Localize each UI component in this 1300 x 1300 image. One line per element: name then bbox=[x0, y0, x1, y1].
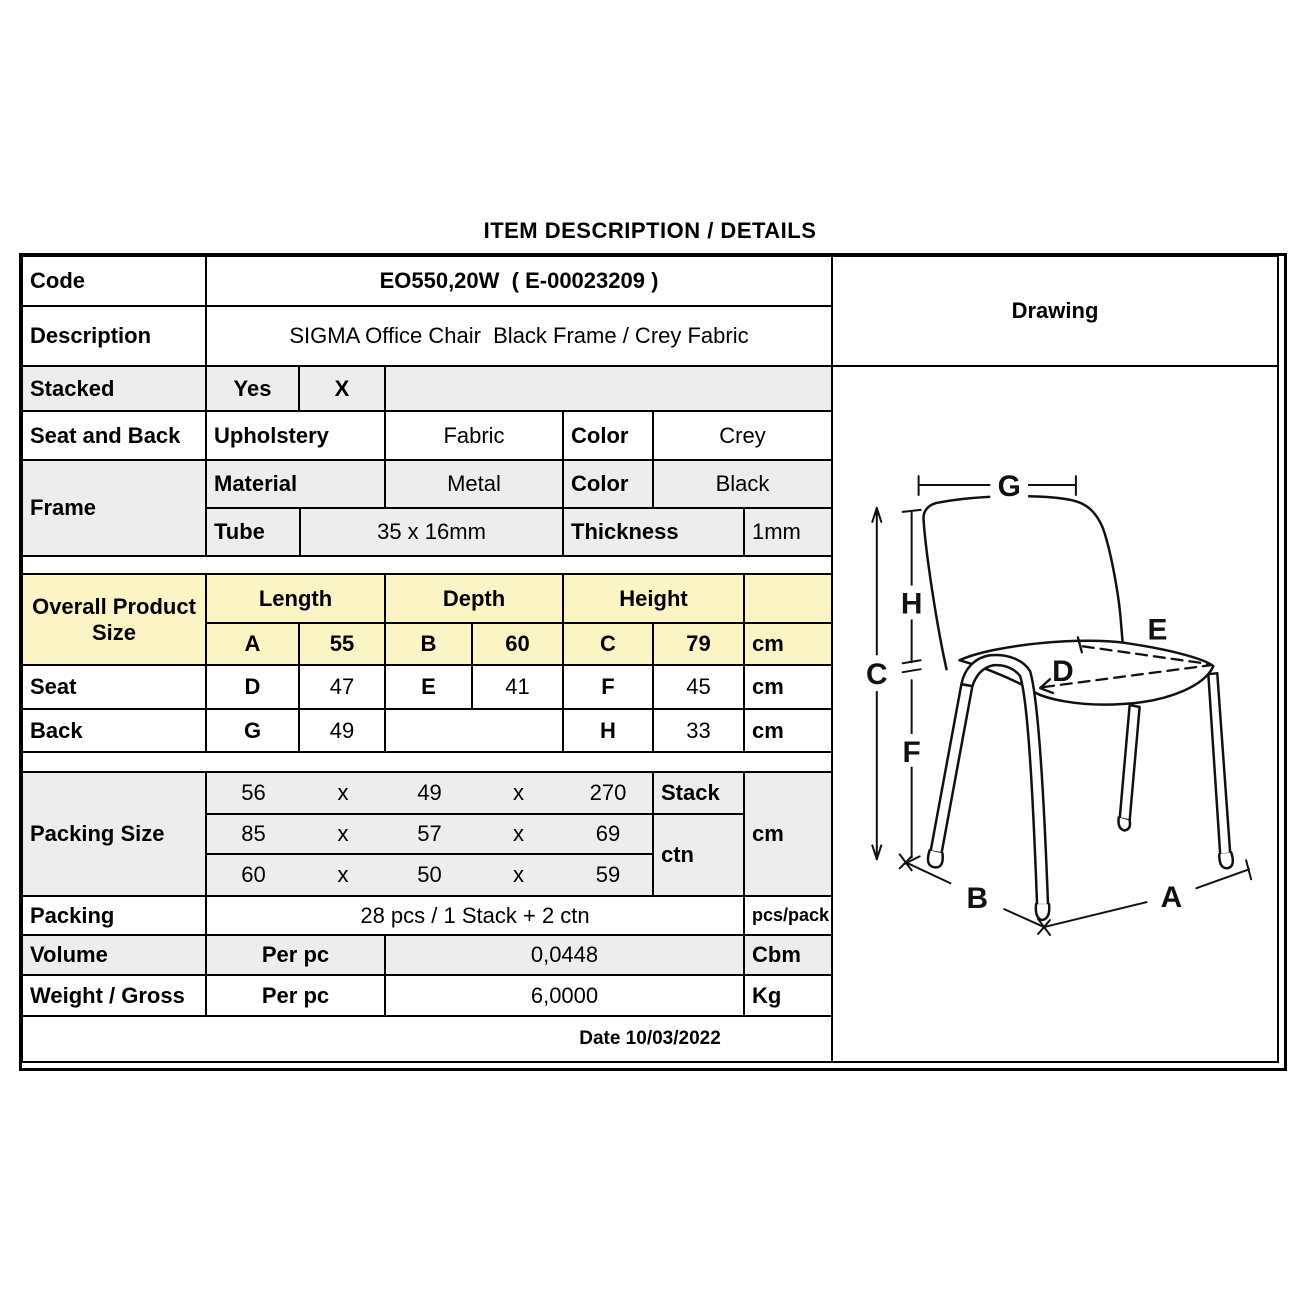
drawing-area bbox=[831, 365, 1279, 1063]
thickness-value: 1mm bbox=[743, 507, 833, 557]
length-header: Length bbox=[205, 573, 386, 624]
pack2-x1: x bbox=[337, 821, 349, 846]
upholstery-value: Fabric bbox=[384, 410, 564, 461]
back-unit: cm bbox=[743, 708, 833, 753]
material-label: Material bbox=[205, 459, 386, 509]
frame-label: Frame bbox=[21, 459, 207, 557]
dim-h-key: H bbox=[562, 708, 654, 753]
chair-far-leg bbox=[1120, 705, 1140, 820]
dim-e-value: 41 bbox=[471, 664, 564, 710]
drawing-label-g: G bbox=[997, 469, 1021, 503]
dim-c-value: 79 bbox=[652, 622, 745, 666]
drawing-label-e: E bbox=[1147, 613, 1168, 647]
dim-a-value: 55 bbox=[298, 622, 386, 666]
tube-value: 35 x 16mm bbox=[299, 507, 564, 557]
pack1-v1: 56 bbox=[241, 780, 266, 805]
drawing-label-h: H bbox=[900, 587, 923, 621]
dim-h-value: 33 bbox=[652, 708, 745, 753]
ctn-cell: ctn bbox=[652, 813, 745, 897]
pack1-x1: x bbox=[337, 780, 349, 805]
overall-size-label-line2: Size bbox=[91, 619, 137, 645]
pack3-x1: x bbox=[337, 862, 349, 887]
seatback-color-value: Crey bbox=[652, 410, 833, 461]
packing-size-row-2 bbox=[205, 813, 654, 855]
pack2-x2: x bbox=[513, 821, 524, 846]
spec-table bbox=[21, 255, 1279, 1063]
drawing-label-a: A bbox=[1160, 881, 1183, 915]
volume-value: 0,0448 bbox=[384, 934, 745, 976]
pack2-v2: 57 bbox=[417, 821, 442, 846]
thickness-label: Thickness bbox=[562, 507, 745, 557]
dim-f-value: 45 bbox=[652, 664, 745, 710]
pack3-v2: 50 bbox=[417, 862, 442, 887]
weight-label: Weight / Gross bbox=[21, 974, 207, 1017]
description-value: SIGMA Office Chair Black Frame / Crey Fabric bbox=[205, 305, 833, 367]
back-label: Back bbox=[21, 708, 207, 753]
dim-f-key: F bbox=[562, 664, 654, 710]
code-label: Code bbox=[21, 255, 207, 307]
dim-c-key: C bbox=[562, 622, 654, 666]
chair-seat bbox=[959, 641, 1213, 705]
pack1-x2: x bbox=[513, 780, 524, 805]
pack3-v1: 60 bbox=[241, 862, 266, 887]
chair-foot-front-left bbox=[1036, 904, 1049, 920]
pack2-v3: 69 bbox=[595, 821, 621, 846]
seat-and-back-label: Seat and Back bbox=[21, 410, 207, 461]
page-title: ITEM DESCRIPTION / DETAILS bbox=[483, 218, 817, 243]
pack1-v3: 270 bbox=[589, 780, 627, 805]
tube-label: Tube bbox=[205, 507, 301, 557]
volume-per-pc: Per pc bbox=[205, 934, 386, 976]
packing-unit: pcs/pack bbox=[743, 895, 833, 936]
stacked-mark: X bbox=[298, 365, 386, 412]
chair-foot-back-left bbox=[928, 850, 943, 867]
overall-unit: cm bbox=[743, 622, 833, 666]
drawing-label-b: B bbox=[966, 882, 989, 916]
drawing-label-c: C bbox=[866, 658, 888, 692]
pack3-x2: x bbox=[513, 862, 524, 887]
depth-header: Depth bbox=[384, 573, 564, 624]
unit-header-blank bbox=[743, 573, 833, 624]
drawing-label-f: F bbox=[902, 735, 921, 769]
pack2-v1: 85 bbox=[241, 821, 266, 846]
dim-g-key: G bbox=[205, 708, 300, 753]
dim-d-key: D bbox=[205, 664, 300, 710]
overall-size-label-line1: Overall Product bbox=[32, 594, 196, 620]
dim-line-a bbox=[1044, 860, 1251, 927]
dim-a-key: A bbox=[205, 622, 300, 666]
dim-g-value: 49 bbox=[298, 708, 386, 753]
dim-b-key: B bbox=[384, 622, 473, 666]
description-label: Description bbox=[21, 305, 207, 367]
chair-drawing bbox=[833, 367, 1277, 1061]
seat-label: Seat bbox=[21, 664, 207, 710]
dim-d-value: 47 bbox=[298, 664, 386, 710]
dim-e-key: E bbox=[384, 664, 473, 710]
packing-size-label: Packing Size bbox=[21, 771, 207, 897]
height-header: Height bbox=[562, 573, 745, 624]
volume-label: Volume bbox=[21, 934, 207, 976]
seat-unit: cm bbox=[743, 664, 833, 710]
date-row: Date 10/03/2022 bbox=[21, 1015, 1279, 1063]
separator-row bbox=[21, 751, 833, 773]
frame-color-label: Color bbox=[562, 459, 654, 509]
packing-size-row-1 bbox=[205, 771, 654, 815]
material-value: Metal bbox=[384, 459, 564, 509]
chair-back-left-leg bbox=[931, 684, 973, 853]
overall-size-label bbox=[21, 573, 207, 666]
separator-row bbox=[21, 555, 833, 575]
seatback-color-label: Color bbox=[562, 410, 654, 461]
weight-per-pc: Per pc bbox=[205, 974, 386, 1017]
packing-size-unit: cm bbox=[743, 771, 833, 897]
stacked-label: Stacked bbox=[21, 365, 207, 412]
upholstery-label: Upholstery bbox=[205, 410, 386, 461]
frame-color-value: Black bbox=[652, 459, 833, 509]
chair-foot-back-right bbox=[1219, 852, 1233, 868]
stacked-yes: Yes bbox=[205, 365, 300, 412]
back-blank-cell bbox=[384, 708, 564, 753]
chair-frame-tube bbox=[961, 655, 1048, 905]
packing-size-row-3 bbox=[205, 853, 654, 897]
weight-value: 6,0000 bbox=[384, 974, 745, 1017]
dim-b-value: 60 bbox=[471, 622, 564, 666]
pack1-v2: 49 bbox=[417, 780, 442, 805]
drawing-label-d: D bbox=[1052, 655, 1074, 689]
stacked-empty-cell bbox=[384, 365, 833, 412]
weight-unit: Kg bbox=[743, 974, 833, 1017]
packing-value: 28 pcs / 1 Stack + 2 ctn bbox=[205, 895, 745, 936]
dim-line-f bbox=[904, 680, 920, 864]
chair-back-right-leg bbox=[1208, 673, 1230, 855]
stack-cell: Stack bbox=[652, 771, 745, 815]
drawing-header: Drawing bbox=[831, 255, 1279, 367]
pack3-v3: 59 bbox=[595, 862, 621, 887]
code-value: EO550,20W ( E-00023209 ) bbox=[205, 255, 833, 307]
volume-unit: Cbm bbox=[743, 934, 833, 976]
packing-label: Packing bbox=[21, 895, 207, 936]
